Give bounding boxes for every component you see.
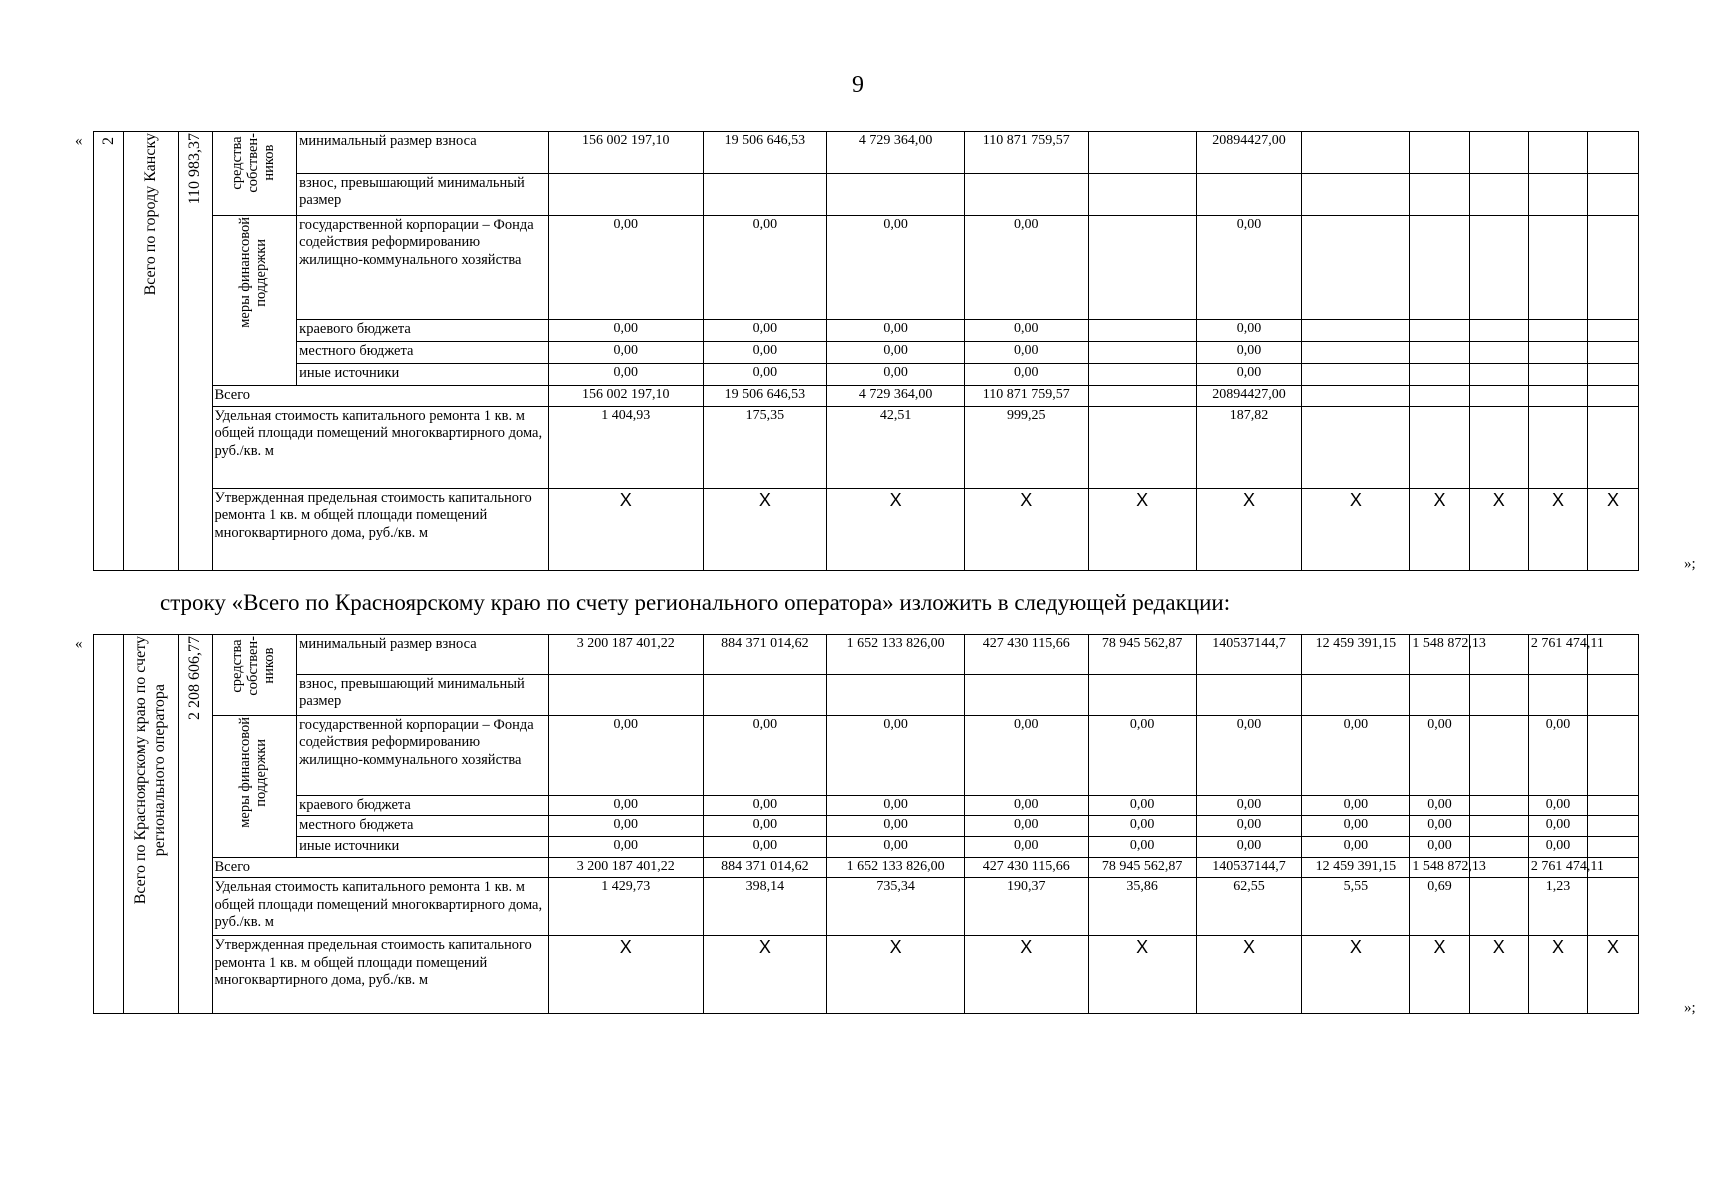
value-cell	[1528, 675, 1587, 716]
x-mark: X	[1088, 489, 1196, 571]
value-cell	[1196, 174, 1302, 216]
value-cell	[1410, 216, 1469, 320]
value-cell: 884 371 014,62	[703, 857, 827, 877]
x-mark: X	[1302, 936, 1410, 1014]
value-cell: 78 945 562,87	[1088, 857, 1196, 877]
row-label-min-fee: минимальный размер взноса	[297, 132, 549, 174]
row-label-other: иные источники	[297, 364, 549, 386]
value-cell: 0,00	[827, 342, 965, 364]
row-label-local: местного бюджета	[297, 342, 549, 364]
value-cell	[1469, 878, 1528, 936]
value-cell: 19 506 646,53	[703, 386, 827, 407]
value-cell	[1469, 716, 1528, 796]
value-cell: 427 430 115,66	[964, 857, 1088, 877]
value-cell: 0,00	[703, 320, 827, 342]
row-label-unit-cost: Удельная стоимость капитального ремонта 1 кв. м общей площади помещений многоквартирного дома, руб./кв. м	[212, 878, 549, 936]
value-cell: 0,00	[1410, 816, 1469, 836]
value-cell	[1302, 342, 1410, 364]
value-cell	[1469, 132, 1528, 174]
value-cell	[1302, 132, 1410, 174]
value-cell: 5,55	[1302, 878, 1410, 936]
value-cell: 2 761 474,11	[1528, 857, 1587, 877]
value-cell: 0,00	[827, 796, 965, 816]
territory-name: Всего по Красноярскому краю по счету регионального оператора	[132, 636, 169, 905]
x-mark: X	[1302, 489, 1410, 571]
x-mark: X	[1469, 489, 1528, 571]
value-cell	[1088, 174, 1196, 216]
table-row-unit-cost	[94, 878, 1639, 936]
x-mark: X	[964, 489, 1088, 571]
x-mark: X	[827, 936, 965, 1014]
value-cell: 1 652 133 826,00	[827, 635, 965, 675]
table-row-total	[94, 857, 1639, 877]
value-cell: 0,00	[549, 716, 704, 796]
row-label-other: иные источники	[297, 836, 549, 857]
value-cell	[1528, 216, 1587, 320]
value-cell	[1588, 364, 1639, 386]
row-number-cell	[94, 635, 124, 1014]
value-cell: 0,69	[1410, 878, 1469, 936]
x-mark: X	[549, 489, 704, 571]
value-cell: 427 430 115,66	[964, 635, 1088, 675]
value-cell	[1528, 342, 1587, 364]
table-row-state-corp	[94, 716, 1639, 796]
value-cell	[1410, 364, 1469, 386]
value-cell: 0,00	[964, 836, 1088, 857]
value-cell: 0,00	[703, 216, 827, 320]
value-cell	[1088, 407, 1196, 489]
row-label-over-fee: взнос, превышающий минимальный размер	[297, 174, 549, 216]
opening-quote: «	[75, 133, 83, 149]
value-cell: 187,82	[1196, 407, 1302, 489]
x-mark: X	[549, 936, 704, 1014]
opening-quote-2: «	[75, 636, 83, 652]
value-cell: 0,00	[1196, 320, 1302, 342]
value-cell	[549, 675, 704, 716]
value-cell: 0,00	[827, 836, 965, 857]
value-cell: 1 404,93	[549, 407, 704, 489]
x-mark: X	[827, 489, 965, 571]
x-mark: X	[1410, 489, 1469, 571]
value-cell	[964, 675, 1088, 716]
value-cell: 140537144,7	[1196, 635, 1302, 675]
owners-funds-group	[212, 635, 297, 716]
value-cell: 1 429,73	[549, 878, 704, 936]
row-label-min-fee: минимальный размер взноса	[297, 635, 549, 675]
value-cell	[827, 675, 965, 716]
financing-table-krasnoyarsk	[93, 634, 1639, 1014]
value-cell	[1588, 675, 1639, 716]
x-mark: X	[1528, 936, 1587, 1014]
value-cell: 0,00	[964, 216, 1088, 320]
value-cell: 0,00	[1088, 796, 1196, 816]
value-cell	[1410, 132, 1469, 174]
value-cell: 0,00	[1302, 716, 1410, 796]
row-label-limit-cost: Утвержденная предельная стоимость капитального ремонта 1 кв. м общей площади помещений многоквартирного дома, руб./кв. м	[212, 489, 549, 571]
value-cell	[1469, 364, 1528, 386]
value-cell: 78 945 562,87	[1088, 635, 1196, 675]
table-row-over-fee	[94, 675, 1639, 716]
value-cell	[1528, 174, 1587, 216]
x-mark: X	[1469, 936, 1528, 1014]
row-label-total: Всего	[212, 386, 549, 407]
value-cell: 0,00	[1302, 836, 1410, 857]
value-cell	[1588, 342, 1639, 364]
value-cell	[1588, 132, 1639, 174]
value-cell	[1469, 342, 1528, 364]
financial-support-group	[212, 216, 297, 386]
value-cell: 1,23	[1528, 878, 1587, 936]
value-cell: 4 729 364,00	[827, 386, 965, 407]
value-cell: 0,00	[1088, 836, 1196, 857]
table-row-min-fee	[94, 132, 1639, 174]
value-cell: 0,00	[827, 716, 965, 796]
value-cell: 0,00	[964, 342, 1088, 364]
table-row-local	[94, 816, 1639, 836]
value-cell	[1302, 386, 1410, 407]
value-cell	[1469, 796, 1528, 816]
table-row-limit-cost	[94, 489, 1639, 571]
x-mark: X	[964, 936, 1088, 1014]
row-label-local: местного бюджета	[297, 816, 549, 836]
value-cell: 0,00	[964, 320, 1088, 342]
value-cell	[1588, 816, 1639, 836]
value-cell: 20894427,00	[1196, 386, 1302, 407]
value-cell: 0,00	[549, 836, 704, 857]
value-cell: 156 002 197,10	[549, 386, 704, 407]
value-cell	[703, 174, 827, 216]
value-cell: 110 871 759,57	[964, 386, 1088, 407]
value-cell: 0,00	[827, 816, 965, 836]
table-row-min-fee	[94, 635, 1639, 675]
value-cell: 4 729 364,00	[827, 132, 965, 174]
table-row-other	[94, 364, 1639, 386]
value-cell	[1410, 320, 1469, 342]
value-cell: 0,00	[1196, 216, 1302, 320]
x-mark: X	[1088, 936, 1196, 1014]
value-cell	[1588, 716, 1639, 796]
page-number: 9	[852, 72, 864, 98]
value-cell: 62,55	[1196, 878, 1302, 936]
row-number: 2	[99, 137, 117, 145]
value-cell: 0,00	[549, 342, 704, 364]
value-cell: 0,00	[964, 716, 1088, 796]
value-cell	[1088, 386, 1196, 407]
x-mark: X	[1588, 489, 1639, 571]
value-cell	[1528, 320, 1587, 342]
value-cell: 735,34	[827, 878, 965, 936]
value-cell: 3 200 187 401,22	[549, 857, 704, 877]
value-cell	[1469, 320, 1528, 342]
total-area: 110 983,37	[186, 133, 204, 205]
owners-funds-group	[212, 132, 297, 216]
value-cell: 1 548 872,13	[1410, 857, 1469, 877]
value-cell	[1302, 407, 1410, 489]
value-cell	[1528, 386, 1587, 407]
value-cell: 0,00	[703, 342, 827, 364]
table-row-regional	[94, 796, 1639, 816]
value-cell	[1196, 675, 1302, 716]
value-cell: 0,00	[1196, 716, 1302, 796]
value-cell: 0,00	[703, 816, 827, 836]
value-cell	[1469, 816, 1528, 836]
value-cell	[1410, 386, 1469, 407]
value-cell: 140537144,7	[1196, 857, 1302, 877]
value-cell	[1528, 132, 1587, 174]
value-cell	[827, 174, 965, 216]
value-cell	[1410, 407, 1469, 489]
value-cell: 0,00	[1528, 816, 1587, 836]
row-label-regional: краевого бюджета	[297, 796, 549, 816]
value-cell: 0,00	[549, 816, 704, 836]
value-cell: 35,86	[1088, 878, 1196, 936]
value-cell: 0,00	[1196, 816, 1302, 836]
value-cell	[1469, 836, 1528, 857]
value-cell	[1469, 407, 1528, 489]
table-row-regional	[94, 320, 1639, 342]
closing-quote-2: »;	[1684, 1000, 1696, 1016]
value-cell: 0,00	[1196, 364, 1302, 386]
row-label-total: Всего	[212, 857, 549, 877]
value-cell	[1588, 878, 1639, 936]
value-cell	[1469, 216, 1528, 320]
value-cell: 0,00	[549, 320, 704, 342]
x-mark: X	[703, 936, 827, 1014]
value-cell	[1588, 320, 1639, 342]
table-row-unit-cost	[94, 407, 1639, 489]
value-cell	[1588, 407, 1639, 489]
value-cell: 0,00	[703, 364, 827, 386]
value-cell: 0,00	[549, 216, 704, 320]
value-cell: 3 200 187 401,22	[549, 635, 704, 675]
value-cell: 0,00	[964, 796, 1088, 816]
value-cell	[1410, 174, 1469, 216]
value-cell: 0,00	[964, 364, 1088, 386]
value-cell	[1469, 174, 1528, 216]
financing-table-kansk	[93, 131, 1639, 571]
instruction-text: строку «Всего по Красноярскому краю по счету регионального оператора» изложить в следующей редакции:	[160, 590, 1231, 615]
value-cell: 0,00	[1196, 342, 1302, 364]
value-cell	[1528, 407, 1587, 489]
row-label-limit-cost: Утвержденная предельная стоимость капитального ремонта 1 кв. м общей площади помещений многоквартирного дома, руб./кв. м	[212, 936, 549, 1014]
value-cell: 0,00	[827, 216, 965, 320]
row-number-cell	[94, 132, 124, 571]
value-cell	[1088, 216, 1196, 320]
total-area: 2 208 606,77	[186, 636, 204, 720]
table-row-total	[94, 386, 1639, 407]
x-mark: X	[703, 489, 827, 571]
row-label-unit-cost: Удельная стоимость капитального ремонта 1 кв. м общей площади помещений многоквартирного дома, руб./кв. м	[212, 407, 549, 489]
value-cell	[1088, 132, 1196, 174]
value-cell: 0,00	[703, 716, 827, 796]
value-cell: 0,00	[827, 320, 965, 342]
value-cell	[1088, 364, 1196, 386]
value-cell: 0,00	[1302, 796, 1410, 816]
value-cell: 175,35	[703, 407, 827, 489]
value-cell: 0,00	[1088, 816, 1196, 836]
territory-name-cell	[123, 132, 178, 571]
row-label-regional: краевого бюджета	[297, 320, 549, 342]
value-cell: 0,00	[1528, 796, 1587, 816]
value-cell: 190,37	[964, 878, 1088, 936]
value-cell	[1588, 216, 1639, 320]
territory-name-cell	[123, 635, 178, 1014]
table-row-local	[94, 342, 1639, 364]
territory-name: Всего по городу Канску	[142, 133, 160, 296]
table-row-state-corp	[94, 216, 1639, 320]
value-cell	[703, 675, 827, 716]
value-cell	[1528, 364, 1587, 386]
row-label-over-fee: взнос, превышающий минимальный размер	[297, 675, 549, 716]
table-row-over-fee	[94, 174, 1639, 216]
value-cell	[1088, 675, 1196, 716]
table-row-other	[94, 836, 1639, 857]
value-cell	[1588, 836, 1639, 857]
value-cell	[1469, 386, 1528, 407]
value-cell	[1588, 174, 1639, 216]
value-cell	[1302, 174, 1410, 216]
value-cell: 12 459 391,15	[1302, 857, 1410, 877]
value-cell: 884 371 014,62	[703, 635, 827, 675]
closing-quote: »;	[1684, 556, 1696, 572]
total-area-cell	[178, 132, 212, 571]
value-cell: 398,14	[703, 878, 827, 936]
value-cell: 0,00	[549, 796, 704, 816]
value-cell: 0,00	[1196, 836, 1302, 857]
financial-support-label: меры финансовой поддержки	[237, 717, 270, 828]
value-cell: 0,00	[1528, 716, 1587, 796]
value-cell: 0,00	[1528, 836, 1587, 857]
x-mark: X	[1196, 936, 1302, 1014]
value-cell: 0,00	[827, 364, 965, 386]
value-cell	[1588, 796, 1639, 816]
value-cell	[1088, 320, 1196, 342]
value-cell	[1410, 675, 1469, 716]
value-cell: 0,00	[1302, 816, 1410, 836]
x-mark: X	[1588, 936, 1639, 1014]
value-cell: 20894427,00	[1196, 132, 1302, 174]
value-cell	[1302, 364, 1410, 386]
value-cell	[1302, 216, 1410, 320]
value-cell: 0,00	[703, 796, 827, 816]
value-cell	[964, 174, 1088, 216]
value-cell: 999,25	[964, 407, 1088, 489]
value-cell: 156 002 197,10	[549, 132, 704, 174]
owners-funds-label: средства собствен- ников	[229, 133, 278, 193]
value-cell: 42,51	[827, 407, 965, 489]
x-mark: X	[1528, 489, 1587, 571]
value-cell: 0,00	[549, 364, 704, 386]
value-cell	[549, 174, 704, 216]
table-row-limit-cost	[94, 936, 1639, 1014]
x-mark: X	[1196, 489, 1302, 571]
total-area-cell	[178, 635, 212, 1014]
value-cell: 0,00	[703, 836, 827, 857]
value-cell: 1 652 133 826,00	[827, 857, 965, 877]
row-label-state-corp: государственной корпорации – Фонда содействия реформированию жилищно-коммунального хозяйства	[297, 716, 549, 796]
value-cell	[1088, 342, 1196, 364]
value-cell	[1469, 675, 1528, 716]
financial-support-group	[212, 716, 297, 858]
value-cell: 0,00	[1410, 836, 1469, 857]
value-cell: 110 871 759,57	[964, 132, 1088, 174]
value-cell	[1410, 342, 1469, 364]
value-cell: 12 459 391,15	[1302, 635, 1410, 675]
value-cell: 19 506 646,53	[703, 132, 827, 174]
value-cell	[1588, 386, 1639, 407]
value-cell: 2 761 474,11	[1528, 635, 1587, 675]
financial-support-label: меры финансовой поддержки	[237, 217, 270, 328]
x-mark: X	[1410, 936, 1469, 1014]
value-cell	[1302, 320, 1410, 342]
value-cell: 1 548 872,13	[1410, 635, 1469, 675]
value-cell: 0,00	[964, 816, 1088, 836]
row-label-state-corp: государственной корпорации – Фонда содействия реформированию жилищно-коммунального хозяйства	[297, 216, 549, 320]
owners-funds-label: средства собствен- ников	[229, 636, 278, 696]
value-cell: 0,00	[1410, 796, 1469, 816]
value-cell	[1302, 675, 1410, 716]
value-cell: 0,00	[1196, 796, 1302, 816]
value-cell: 0,00	[1088, 716, 1196, 796]
value-cell: 0,00	[1410, 716, 1469, 796]
